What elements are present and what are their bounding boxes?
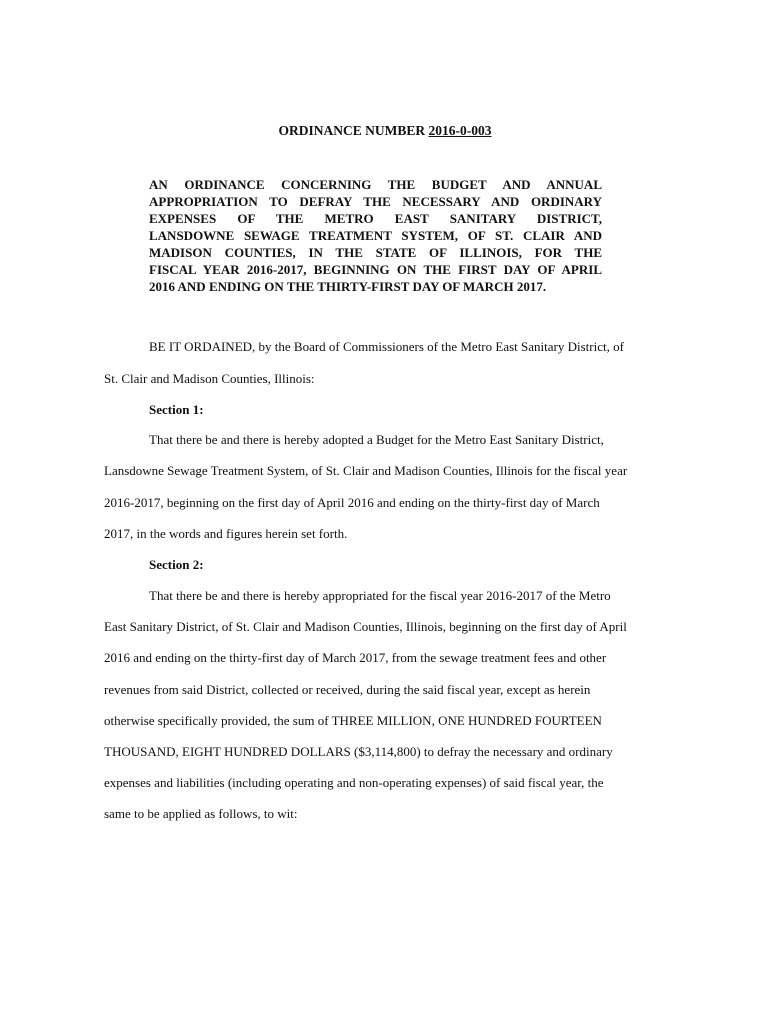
preamble-line: St. Clair and Madison Counties, Illinois: [104,371,315,386]
section-2-line: 2016 and ending on the thirty-first day of March 2017, from the sewage treatment fees and other [104,650,607,665]
section-2-line: same to be applied as follows, to wit: [104,806,298,821]
section-1-line: That there be and there is hereby adopted a Budget for the Metro East Sanitary District, [149,432,604,447]
ordinance-number: 2016-0-003 [428,123,492,138]
section-1-line: 2017, in the words and figures herein set forth. [104,526,348,541]
caption-line: APPROPRIATION TO DEFRAY THE NECESSARY AND ORDINARY [149,194,602,209]
section-2-line: expenses and liabilities (including operating and non-operating expenses) of said fiscal year, the [104,775,604,790]
section-2-line: THOUSAND, EIGHT HUNDRED DOLLARS ($3,114,800) to defray the necessary and ordinary [104,744,613,759]
section-2-line: That there be and there is hereby appropriated for the fiscal year 2016-2017 of the Metro [149,588,611,603]
caption-line: MADISON COUNTIES, IN THE STATE OF ILLINOIS, FOR THE [149,245,602,260]
caption-line: FISCAL YEAR 2016-2017, BEGINNING ON THE FIRST DAY OF APRIL [149,262,602,277]
caption-line: LANSDOWNE SEWAGE TREATMENT SYSTEM, OF ST. CLAIR AND [149,228,602,243]
ordinance-title [0,122,770,140]
caption-line: 2016 AND ENDING ON THE THIRTY-FIRST DAY OF MARCH 2017. [149,279,547,294]
ordinance-caption [149,176,602,295]
section-1-line: Lansdowne Sewage Treatment System, of St. Clair and Madison Counties, Illinois for the fiscal year [104,463,628,478]
section-2-line: East Sanitary District, of St. Clair and Madison Counties, Illinois, beginning on the first day of April [104,619,627,634]
preamble-line: BE IT ORDAINED, by the Board of Commissioners of the Metro East Sanitary District, of [149,339,624,354]
section-2-line: otherwise specifically provided, the sum of THREE MILLION, ONE HUNDRED FOURTEEN [104,713,602,728]
ordinance-title-prefix: ORDINANCE NUMBER [278,123,429,138]
section-2-line: revenues from said District, collected or received, during the said fiscal year, except as herein [104,682,591,697]
caption-line: EXPENSES OF THE METRO EAST SANITARY DISTRICT, [149,211,602,226]
caption-line: AN ORDINANCE CONCERNING THE BUDGET AND ANNUAL [149,177,602,192]
section-1-line: 2016-2017, beginning on the first day of April 2016 and ending on the thirty-first day of March [104,495,600,510]
section-1-heading: Section 1: [149,402,204,417]
section-2-heading: Section 2: [149,557,204,572]
